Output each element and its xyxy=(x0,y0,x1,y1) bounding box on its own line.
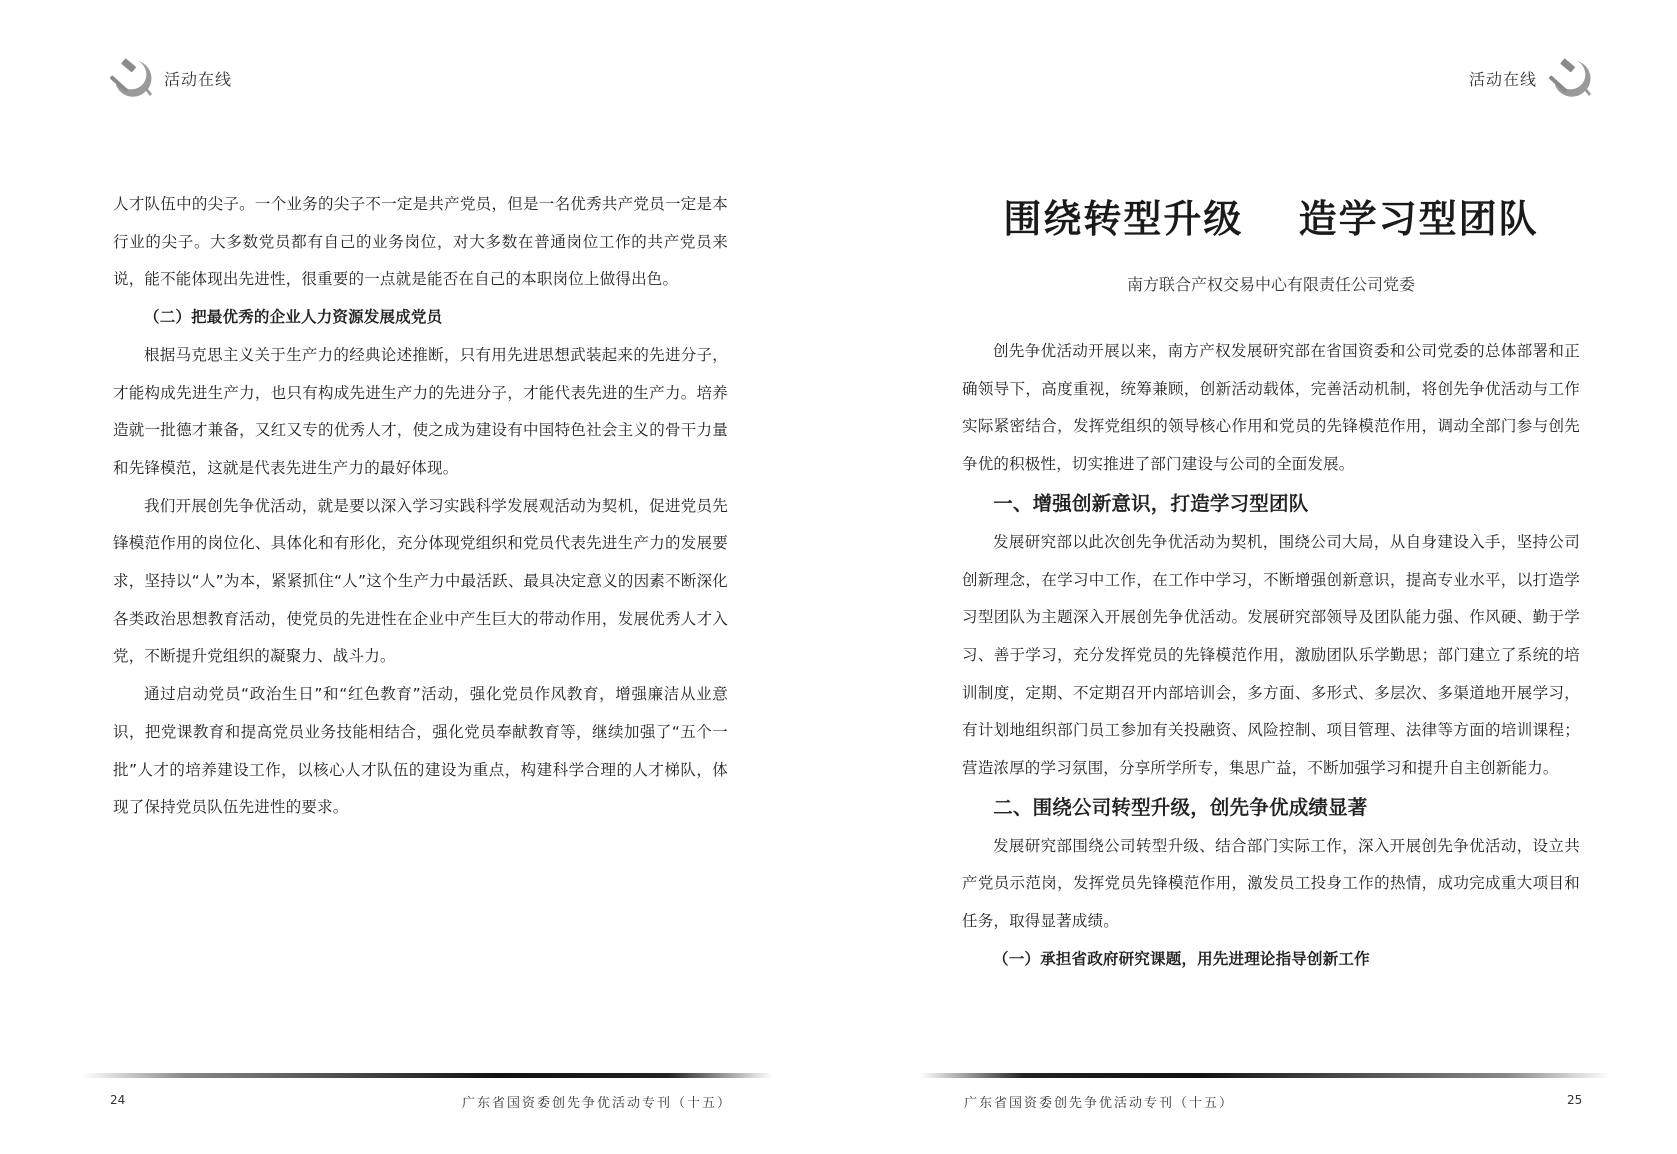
journal-name: 广东省国资委创先争优活动专刊（十五） xyxy=(964,1096,1235,1111)
paragraph: 通过启动党员“政治生日”和“红色教育”活动，强化党员作风教育，增强廉洁从业意识，把党课教育和提高党员业务技能相结合，强化党员奉献教育等，继续加强了“五个一批”人才的培养建设工作，以核心人才队伍的建设为重点，构建科学合理的人才梯队，体现了保持党员队伍先进性的要求。 xyxy=(113,685,728,817)
paragraph: 我们开展创先争优活动，就是要以深入学习实践科学发展观活动为契机，促进党员先锋模范作用的岗位化、具体化和有形化，充分体现党组织和党员代表先进生产力的发展要求，坚持以“人”为本，紧紧抓住“人”这个生产力中最活跃、最具决定意义的因素不断深化各类政治思想教育活动，使党员的先进性在企业中产生巨大的带动作用，发展优秀人才入党，不断提升党组织的凝聚力、战斗力。 xyxy=(113,496,728,666)
page-number: 25 xyxy=(1567,1093,1583,1107)
hammer-sickle-icon xyxy=(108,55,154,101)
left-page xyxy=(0,0,838,1154)
paragraph: 根据马克思主义关于生产力的经典论述推断，只有用先进思想武装起来的先进分子，才能构成先进生产力，也只有构成先进生产力的先进分子，才能代表先进的生产力。培养造就一批德才兼备，又红又专的优秀人才，使之成为建设有中国特色社会主义的骨干力量和先锋模范，这就是代表先进生产力的最好体现。 xyxy=(113,345,728,477)
intro-paragraph: 创先争优活动开展以来，南方产权发展研究部在省国资委和公司党委的总体部署和正确领导下，高度重视，统筹兼顾，创新活动载体，完善活动机制，将创先争优活动与工作实际紧密结合，发挥党组织的领导核心作用和党员的先锋模范作用，调动全部门参与创先争优的积极性，切实推进了部门建设与公司的全面发展。 xyxy=(962,342,1580,474)
paragraph: 发展研究部以此次创先争优活动为契机，围绕公司大局，从自身建设入手，坚持公司创新理念，在学习中工作，在工作中学习，不断增强创新意识，提高专业水平，以打造学习型团队为主题深入开展创先争优活动。发展研究部领导及团队能力强、作风硬、勤于学习、善于学习，充分发挥党员的先锋模范作用，激励团队乐学勤思；部门建立了系统的培训制度，定期、不定期召开内部培训会，多方面、多形式、多层次、多渠道地开展学习，有计划地组织部门员工参加有关投融资、风险控制、项目管理、法律等方面的培训课程；营造浓厚的学习氛围，分享所学所专，集思广益，不断加强学习和提升自主创新能力。 xyxy=(962,532,1580,778)
paragraph: 人才队伍中的尖子。一个业务的尖子不一定是共产党员，但是一名优秀共产党员一定是本行业的尖子。大多数党员都有自己的业务岗位，对大多数在普通岗位工作的共产党员来说，能不能体现出先进性，很重要的一点就是能否在自己的本职岗位上做得出色。 xyxy=(113,195,728,289)
footer-rule xyxy=(920,1073,1610,1078)
left-page-header xyxy=(108,55,232,101)
footer-rule xyxy=(82,1073,772,1078)
article-author: 南方联合产权交易中心有限责任公司党委 xyxy=(1126,275,1415,294)
article-title: 围绕转型升级 造学习型团队 xyxy=(1003,196,1539,241)
left-article-body xyxy=(113,186,728,827)
hammer-sickle-icon xyxy=(1547,55,1593,101)
subsection-heading: （二）把最优秀的企业人力资源发展成党员 xyxy=(144,308,443,327)
section-label: 活动在线 xyxy=(164,69,233,89)
right-article-body xyxy=(962,333,1580,979)
page-number: 24 xyxy=(110,1093,126,1107)
paragraph: 发展研究部围绕公司转型升级、结合部门实际工作，深入开展创先争优活动，设立共产党员示范岗，发挥党员先锋模范作用，激发员工投身工作的热情，成功完成重大项目和任务，取得显著成绩。 xyxy=(962,836,1580,931)
right-page-header xyxy=(1469,55,1593,101)
section-label: 活动在线 xyxy=(1468,69,1537,89)
journal-name: 广东省国资委创先争优活动专刊（十五） xyxy=(462,1096,733,1111)
section-heading: 一、增强创新意识，打造学习型团队 xyxy=(993,491,1309,515)
subsection-heading: （一）承担省政府研究课题，用先进理论指导创新工作 xyxy=(993,949,1370,968)
section-heading: 二、围绕公司转型升级，创先争优成绩显著 xyxy=(993,795,1368,819)
